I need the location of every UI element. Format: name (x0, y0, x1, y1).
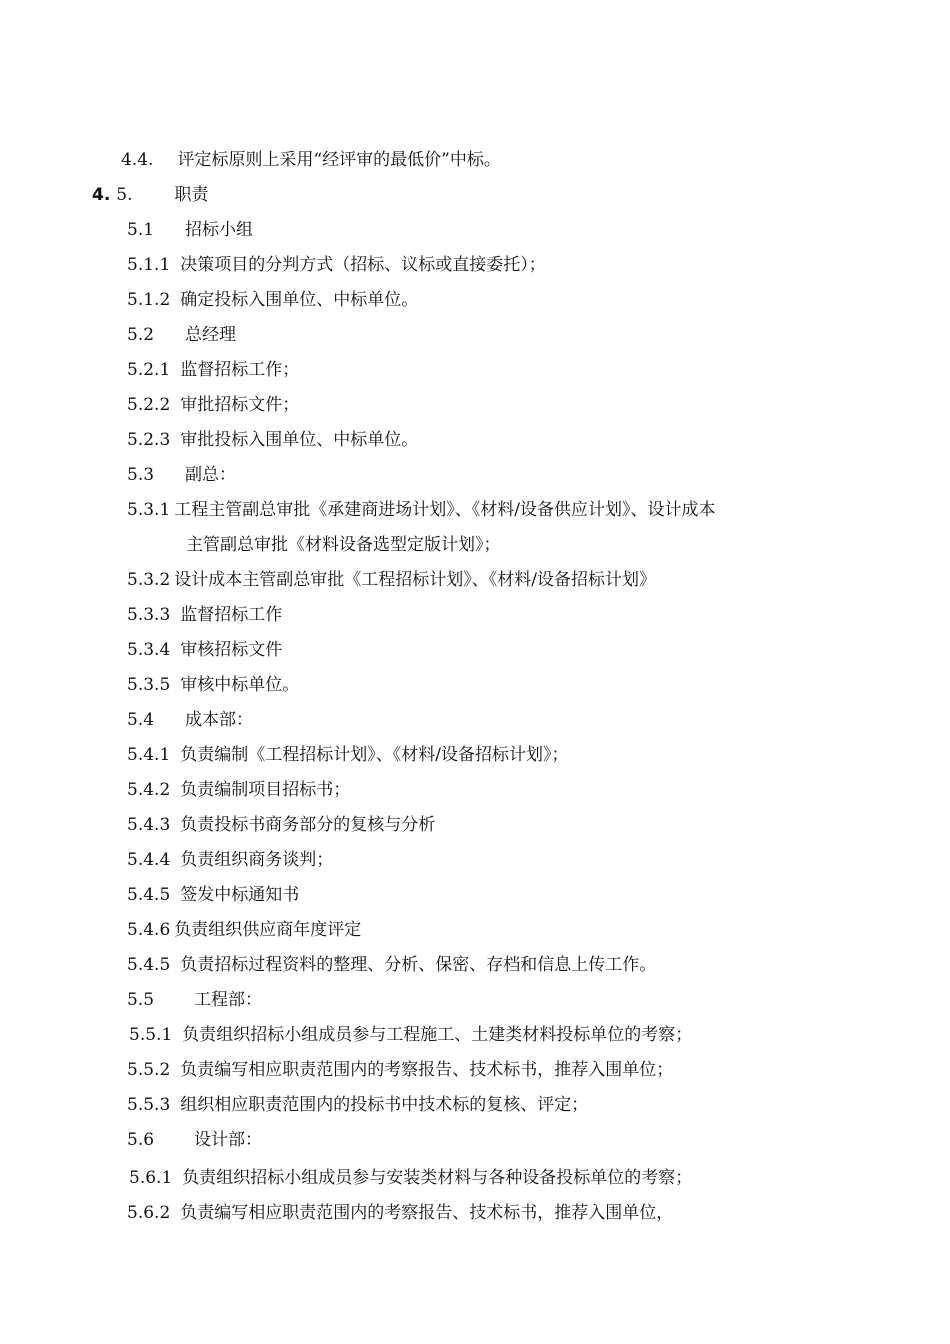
clause-text: 签发中标通知书 (180, 885, 300, 905)
line-5-5 (0, 988, 262, 1012)
line-5-3-1-continued (0, 533, 501, 557)
line-5-1 (0, 218, 253, 242)
line-5-4-3 (0, 813, 435, 837)
section-title: 职责 (174, 185, 209, 205)
line-5-2 (0, 323, 236, 347)
clause-text: 审批招标文件； (180, 395, 300, 415)
line-5-3-2 (0, 568, 656, 592)
clause-number: 5.4.5 (127, 885, 171, 905)
clause-text: 负责组织招标小组成员参与安装类材料与各种设备投标单位的考察； (182, 1168, 693, 1188)
line-5-6 (0, 1128, 262, 1152)
clause-number: 5.3.2 (127, 570, 171, 590)
clause-number: 5.3.1 (127, 500, 171, 520)
clause-number: 5.6.2 (127, 1203, 171, 1223)
clause-number: 5.5.1 (129, 1025, 173, 1045)
line-5-4-5-b (0, 953, 656, 977)
clause-number: 5. (116, 185, 133, 205)
clause-text: 工程主管副总审批《承建商进场计划》、《材料/设备供应计划》、设计成本 (174, 500, 716, 520)
clause-number: 5.5 (127, 990, 155, 1010)
clause-number: 5.3 (127, 465, 155, 485)
clause-number: 5.4.5 (127, 955, 171, 975)
line-5-3-3 (0, 603, 282, 627)
heading-bold-number: 4. (92, 185, 111, 205)
clause-text: 负责编制项目招标书； (180, 780, 351, 800)
clause-text: 招标小组 (185, 220, 254, 240)
clause-text: 设计成本主管副总审批《工程招标计划》、《材料/设备招标计划》 (174, 570, 656, 590)
clause-text: 组织相应职责范围内的投标书中技术标的复核、评定； (180, 1095, 589, 1115)
clause-text: 负责组织招标小组成员参与工程施工、土建类材料投标单位的考察； (182, 1025, 693, 1045)
clause-number: 5.5.3 (127, 1095, 171, 1115)
line-5-4-1 (0, 743, 569, 767)
clause-number: 5.4.1 (127, 745, 171, 765)
clause-text: 监督招标工作 (180, 605, 283, 625)
clause-number: 5.1.2 (127, 290, 171, 310)
line-5-2-1 (0, 358, 299, 382)
clause-number: 5.1 (127, 220, 155, 240)
clause-number: 5.2.3 (127, 430, 171, 450)
clause-text: 负责编写相应职责范围内的考察报告、技术标书，推荐入围单位； (180, 1060, 674, 1080)
line-5-3-1 (0, 498, 716, 522)
clause-text: 负责组织供应商年度评定 (174, 920, 362, 940)
line-5-1-2 (0, 288, 418, 312)
clause-number: 5.3.5 (127, 675, 171, 695)
clause-number: 5.4.2 (127, 780, 171, 800)
clause-number: 5.5.2 (127, 1060, 171, 1080)
clause-number: 5.2.1 (127, 360, 171, 380)
clause-number: 5.3.3 (127, 605, 171, 625)
line-5-6-1 (0, 1166, 692, 1190)
clause-number: 5.4.4 (127, 850, 171, 870)
clause-number: 5.2.2 (127, 395, 171, 415)
line-5-1-1 (0, 253, 546, 277)
line-5-3-5 (0, 673, 299, 697)
line-5-4 (0, 708, 253, 732)
clause-text: 副总： (185, 465, 237, 485)
clause-number: 5.1.1 (127, 255, 171, 275)
clause-number: 5.4.6 (127, 920, 171, 940)
line-5-3 (0, 463, 236, 487)
clause-text: 负责编制《工程招标计划》、《材料/设备招标计划》； (180, 745, 569, 765)
clause-text: 成本部： (185, 710, 254, 730)
line-5-6-2 (0, 1201, 673, 1225)
line-5-4-4 (0, 848, 333, 872)
line-5-2-2 (0, 393, 299, 417)
clause-text: 审批投标入围单位、中标单位。 (180, 430, 419, 450)
line-5-4-2 (0, 778, 350, 802)
clause-number: 4.4. (121, 150, 154, 170)
clause-text: 主管副总审批《材料设备选型定版计划》； (186, 535, 501, 555)
clause-number: 5.2 (127, 325, 155, 345)
clause-text: 设计部： (194, 1130, 263, 1150)
line-5-5-1 (0, 1023, 692, 1047)
line-4-4 (0, 148, 501, 172)
clause-text: 负责投标书商务部分的复核与分析 (180, 815, 436, 835)
line-5-5-3 (0, 1093, 588, 1117)
clause-number: 5.6.1 (129, 1168, 173, 1188)
clause-text: 决策项目的分判方式（招标、议标或直接委托）； (180, 255, 546, 275)
clause-number: 5.6 (127, 1130, 155, 1150)
line-5-3-4 (0, 638, 282, 662)
clause-text: 总经理 (185, 325, 237, 345)
clause-number: 5.3.4 (127, 640, 171, 660)
clause-text: 审核中标单位。 (180, 675, 300, 695)
line-5-heading (0, 183, 209, 207)
clause-text: 负责编写相应职责范围内的考察报告、技术标书，推荐入围单位， (180, 1203, 674, 1223)
line-5-4-6 (0, 918, 361, 942)
clause-text: 工程部： (194, 990, 263, 1010)
line-5-5-2 (0, 1058, 673, 1082)
clause-text: 负责组织商务谈判； (180, 850, 334, 870)
line-5-2-3 (0, 428, 418, 452)
clause-text: 确定投标入围单位、中标单位。 (180, 290, 419, 310)
clause-text: 监督招标工作； (180, 360, 300, 380)
clause-text: 负责招标过程资料的整理、分析、保密、存档和信息上传工作。 (180, 955, 657, 975)
line-5-4-5 (0, 883, 299, 907)
clause-number: 5.4 (127, 710, 155, 730)
clause-number: 5.4.3 (127, 815, 171, 835)
clause-text: 评定标原则上采用“经评审的最低价”中标。 (177, 150, 501, 170)
clause-text: 审核招标文件 (180, 640, 283, 660)
